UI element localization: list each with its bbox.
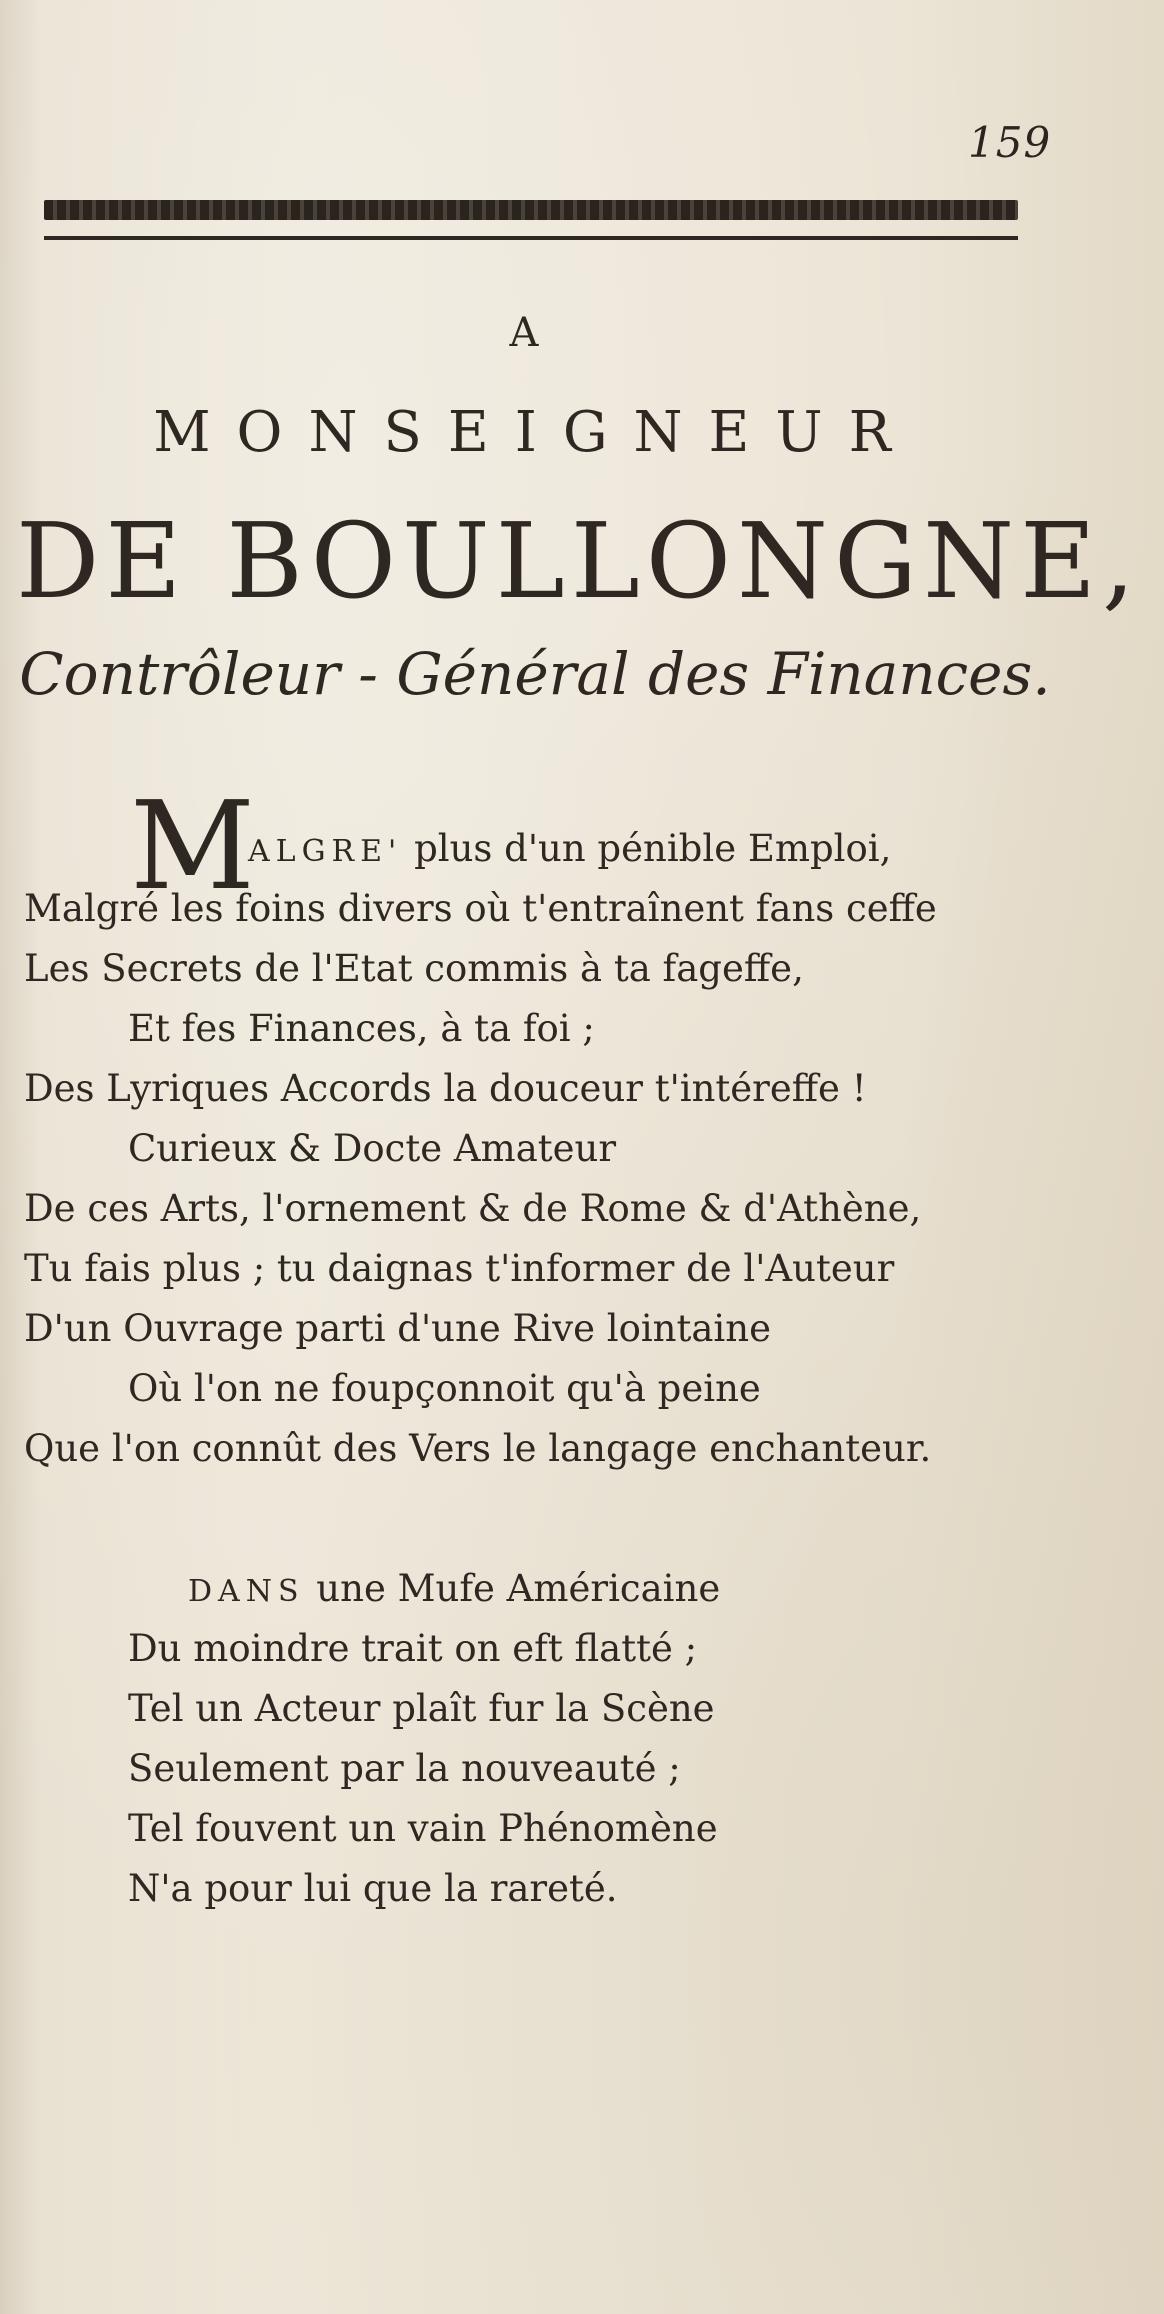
ornamental-rule xyxy=(44,200,1018,220)
dedicatee-title: Contrôleur - Général des Finances. xyxy=(19,640,1051,708)
dedicatee-name: DE BOULLONGNE, xyxy=(16,500,1142,622)
drop-cap-letter: M xyxy=(130,775,255,917)
divider-rule xyxy=(44,236,1018,240)
verse-line xyxy=(248,827,892,870)
verse-line: Du moindre trait on eft flatté ; xyxy=(128,1627,698,1670)
verse-line xyxy=(188,1567,721,1610)
verse-line: Tel un Acteur plaît fur la Scène xyxy=(128,1687,715,1730)
verse-line: Tel fouvent un vain Phénomène xyxy=(128,1807,718,1850)
verse-line: Et fes Finances, à ta foi ; xyxy=(128,1007,595,1050)
verse-line: Malgré les foins divers où t'entraînent fans ceffe xyxy=(24,887,937,930)
verse-line: Que l'on connût des Vers le langage enchanteur. xyxy=(24,1427,932,1470)
verse-line: Curieux & Docte Amateur xyxy=(128,1127,617,1170)
verse-line: D'un Ouvrage parti d'une Rive lointaine xyxy=(24,1307,771,1350)
dedication-honorific: MONSEIGNEUR xyxy=(153,400,917,465)
small-caps-word: DANS xyxy=(188,1574,305,1609)
page-number: 159 xyxy=(968,118,1052,167)
verse-line: De ces Arts, l'ornement & de Rome & d'Athène, xyxy=(24,1187,922,1230)
dedication-preposition: A xyxy=(509,310,541,356)
verse-text: une Mufe Américaine xyxy=(316,1567,721,1610)
verse-line: Où l'on ne foupçonnoit qu'à peine xyxy=(128,1367,761,1410)
verse-line: Seulement par la nouveauté ; xyxy=(128,1747,681,1790)
small-caps-word: ALGRE' xyxy=(248,834,403,869)
verse-text: plus d'un pénible Emploi, xyxy=(414,827,892,870)
verse-line: Des Lyriques Accords la douceur t'intéreffe ! xyxy=(24,1067,867,1110)
verse-line: N'a pour lui que la rareté. xyxy=(128,1867,618,1910)
verse-line: Les Secrets de l'Etat commis à ta fageffe, xyxy=(24,947,804,990)
verse-line: Tu fais plus ; tu daignas t'informer de l'Auteur xyxy=(24,1247,895,1290)
